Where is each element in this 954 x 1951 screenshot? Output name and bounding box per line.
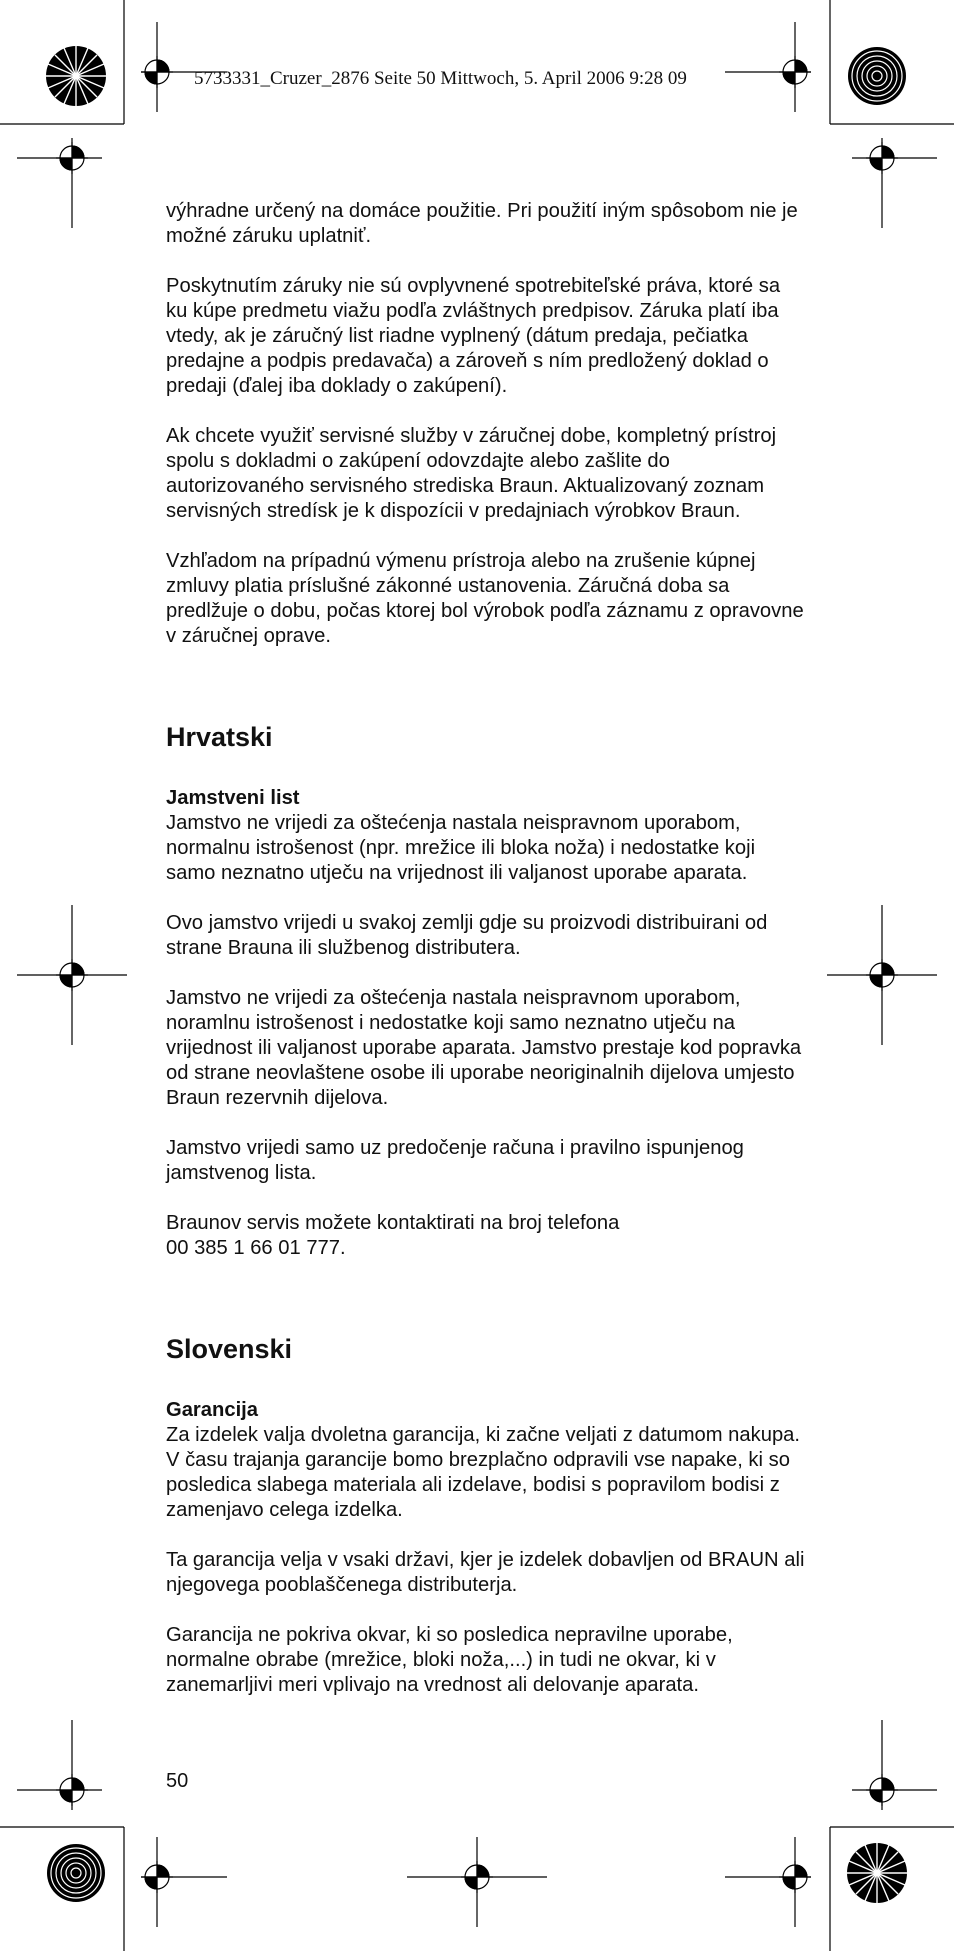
slovak-section-continued	[166, 199, 806, 649]
paragraph: Ta garancija velja v vsaki državi, kjer je izdelek dobavljen od BRAUN ali njegovega pooblaščenega distributerja.	[166, 1549, 805, 1596]
paragraph: Jamstvo ne vrijedi za oštećenja nastala neispravnom uporabom, normalnu istrošenost (npr. mrežice ili bloka noža) i nedostatke koji samo neznatno utječu na vrijednost ili valjanost uporabe aparata.	[166, 812, 756, 884]
starburst-top-left-icon	[46, 46, 106, 106]
slovenski-section	[166, 1334, 806, 1698]
paragraph: výhradne určený na domáce použitie. Pri použití iným spôsobom nie je možné záruku uplatniť.	[166, 200, 798, 247]
paragraph: Poskytnutím záruky nie sú ovplyvnené spotrebiteľské práva, ktoré sa ku kúpe predmetu viažu podľa zvláštnych predpisov. Záruka platí iba vtedy, ak je záručný list riadne vyplnený (dátum predaja, pečiatka predajne a podpis predavača) a zároveň s ním predložený doklad o predaji (ďalej iba doklady o zakúpení).	[166, 275, 781, 397]
section-heading-slovenski: Slovenski	[166, 1334, 293, 1364]
paragraph: Za izdelek valja dvoletna garancija, ki začne veljati z datumom nakupa. V času trajanja garancije bomo brezplačno odpravili vse napake, ki so posledica slabega materiala ali izdelave, bodisi s popravilom bodisi z zamenjavo celega izdelka.	[166, 1424, 801, 1521]
paragraph: Ovo jamstvo vrijedi u svakoj zemlji gdje su proizvodi distribuirani od strane Brauna ili službenog distributera.	[166, 912, 768, 959]
paragraph: Garancija ne pokriva okvar, ki so posledica nepravilne uporabe, normalne obrabe (mrežice, bloki noža,...) in tudi ne okvar, ki v zanemarljivi meri vplivajo na vrednost ali delovanje aparata.	[166, 1624, 733, 1696]
paragraph: Ak chcete využiť servisné služby v záručnej dobe, kompletný prístroj spolu s dokladmi o zakúpení odovzdajte alebo zašlite do autorizovaného servisného strediska Braun. Aktualizovaný zoznam servisných stredísk je k dispozícii v predajniach výrobkov Braun.	[166, 425, 777, 522]
paragraph: Jamstvo vrijedi samo uz predočenje računa i pravilno ispunjenog jamstvenog lista.	[166, 1137, 744, 1184]
starburst-bottom-right-icon	[847, 1843, 907, 1903]
hrvatski-section	[166, 722, 806, 1261]
section-heading-hrvatski: Hrvatski	[166, 722, 273, 752]
concentric-bottom-left-icon	[47, 1844, 105, 1902]
print-slug-header: 5733331_Cruzer_2876 Seite 50 Mittwoch, 5. April 2006 9:28 09	[194, 68, 687, 89]
subheading-jamstveni-list: Jamstveni list	[166, 787, 300, 809]
paragraph: Braunov servis možete kontaktirati na broj telefona	[166, 1212, 620, 1234]
page-number: 50	[166, 1770, 189, 1792]
paragraph: Jamstvo ne vrijedi za oštećenja nastala neispravnom uporabom, noramlnu istrošenost i nedostatke koji samo neznatno utječu na vrijednost ili valjanost uporabe aparata. Jamstvo prestaje kod popravka od strane neovlaštene osobe ili uporabe neoriginalnih dijelova umjesto Braun rezervnih dijelova.	[166, 987, 802, 1109]
page-content	[166, 199, 806, 1723]
paragraph: Vzhľadom na prípadnú výmenu prístroja alebo na zrušenie kúpnej zmluvy platia príslušné zákonné ustanovenia. Záručná doba sa predlžuje o dobu, počas ktorej bol výrobok podľa záznamu z opravovne v záručnej oprave.	[166, 550, 804, 647]
concentric-top-right-icon	[848, 47, 906, 105]
phone-number: 00 385 1 66 01 777.	[166, 1237, 346, 1259]
subheading-garancija: Garancija	[166, 1399, 259, 1421]
